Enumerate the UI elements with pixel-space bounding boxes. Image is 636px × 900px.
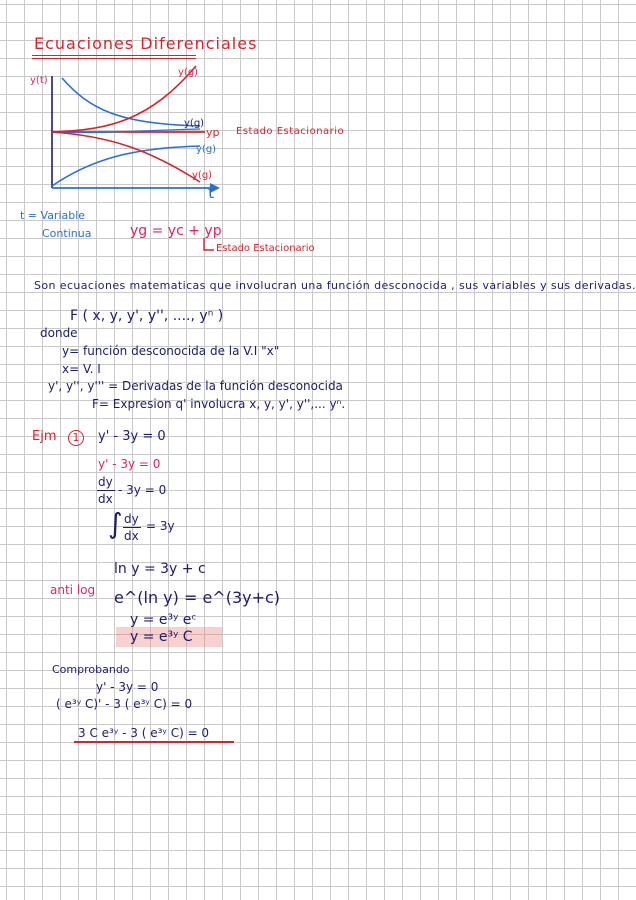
check-label: Comprobando [52, 663, 130, 676]
curve-top-label: y(g) [178, 67, 199, 78]
yg-formula: yg = yc + yp [130, 223, 222, 239]
def-F-line: F= Expresion q' involucra x, y, y', y'',... yⁿ. [92, 397, 346, 411]
steady-state-label: Estado Estacionario [236, 126, 345, 137]
curve-mid1-label: y(g) [184, 118, 205, 129]
donde-label: donde [40, 326, 78, 340]
def-x-line: x= V. I [62, 362, 101, 376]
example-number: 1 [68, 430, 84, 446]
definition-text: Son ecuaciones matematicas que involucran una función desconocida , sus variables y sus derivadas. [34, 279, 636, 292]
antilog-label: anti log [50, 583, 96, 597]
curve-low-label: y(g) [192, 170, 213, 181]
yp-label: yp [206, 126, 220, 139]
integral-icon: ∫ [108, 507, 123, 540]
example-label: Ejm [32, 429, 57, 444]
exp-line: e^(ln y) = e^(3y+c) [114, 588, 281, 607]
y-axis-label: y(t) [30, 75, 48, 86]
ln-line: ln y = 3y + c [114, 561, 206, 577]
eq-3-fraction-bar [97, 490, 115, 491]
eq-4-den: dx [124, 529, 139, 543]
F-expression: F ( x, y, y', y'', ...., yⁿ ) [70, 308, 224, 324]
y-result-2: y = e³ʸ C [130, 629, 193, 645]
yg-steady-label: Estado Estacionario [216, 243, 315, 254]
eq-2: y' - 3y = 0 [98, 457, 161, 471]
t-variable-label: t = Variable [20, 209, 86, 222]
eq-4-fraction-bar [123, 527, 141, 528]
eq-4-num: dy [124, 512, 139, 526]
curve-mid2-label: y(g) [196, 144, 217, 155]
page-title: Ecuaciones Diferenciales [34, 34, 258, 53]
def-derivs-line: y', y'', y''' = Derivadas de la función desconocida [48, 379, 343, 393]
eq-3-num: dy [98, 475, 113, 489]
eq-1: y' - 3y = 0 [98, 429, 166, 444]
check-underline [74, 741, 234, 743]
def-y-line: y= función desconocida de la V.I "x" [62, 344, 280, 358]
x-axis-label: t [208, 183, 215, 202]
eq-3-rest: - 3y = 0 [118, 483, 167, 497]
check-eq-2: ( e³ʸ C)' - 3 ( e³ʸ C) = 0 [56, 697, 193, 711]
continua-label: Continua [42, 227, 92, 240]
eq-4-rest: = 3y [146, 519, 175, 533]
check-eq-3: 3 C e³ʸ - 3 ( e³ʸ C) = 0 [78, 726, 210, 740]
y-result-1: y = e³ʸ eᶜ [130, 612, 197, 628]
check-eq-1: y' - 3y = 0 [96, 680, 159, 694]
eq-3-den: dx [98, 492, 113, 506]
